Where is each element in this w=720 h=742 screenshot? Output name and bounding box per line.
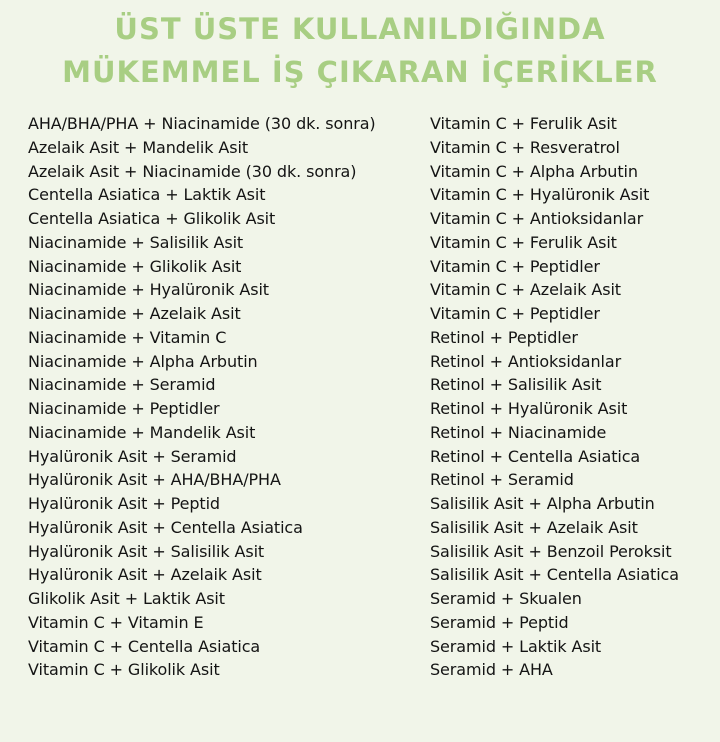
ingredient-combination-item: AHA/BHA/PHA + Niacinamide (30 dk. sonra) — [28, 114, 376, 133]
ingredient-combination-item: Vitamin C + Centella Asiatica — [28, 636, 261, 656]
left-ingredient-list — [28, 112, 423, 682]
ingredient-combination-item: Salisilik Asit + Azelaik Asit — [430, 517, 638, 537]
right-ingredient-list — [430, 112, 720, 682]
ingredient-combination-item: Vitamin C + Glikolik Asit — [28, 660, 220, 680]
ingredient-combination-item: Vitamin C + Alpha Arbutin — [430, 161, 638, 181]
ingredient-combination-item: Niacinamide + Glikolik Asit — [28, 256, 242, 276]
ingredient-combination-item: Retinol + Niacinamide — [430, 422, 607, 442]
ingredient-combination-item: Seramid + Skualen — [430, 589, 582, 608]
ingredient-combination-item: Seramid + AHA — [430, 660, 553, 680]
ingredient-combination-item: Niacinamide + Peptidler — [28, 399, 220, 418]
ingredient-combination-item: Niacinamide + Alpha Arbutin — [28, 351, 258, 371]
title-line-2: MÜKEMMEL İŞ ÇIKARAN İÇERİKLER — [62, 55, 658, 89]
ingredient-combination-item: Hyalüronik Asit + AHA/BHA/PHA — [28, 470, 281, 490]
ingredient-combination-item: Vitamin C + Peptidler — [430, 256, 600, 276]
ingredient-combination-item: Hyalüronik Asit + Seramid — [28, 446, 237, 466]
ingredient-combination-item: Retinol + Seramid — [430, 470, 574, 490]
ingredient-combination-item: Retinol + Peptidler — [430, 327, 578, 347]
ingredient-combination-item: Niacinamide + Salisilik Asit — [28, 232, 244, 252]
ingredient-combination-item: Centella Asiatica + Laktik Asit — [28, 185, 266, 205]
ingredient-combination-item: Vitamin C + Azelaik Asit — [430, 280, 621, 300]
ingredient-combination-item: Retinol + Centella Asiatica — [430, 446, 641, 466]
ingredient-combination-item: Retinol + Salisilik Asit — [430, 375, 602, 395]
ingredient-combination-item: Niacinamide + Hyalüronik Asit — [28, 280, 269, 300]
ingredient-combination-item: Vitamin C + Antioksidanlar — [430, 209, 644, 228]
ingredient-combination-item: Salisilik Asit + Alpha Arbutin — [430, 494, 655, 513]
ingredient-combination-item: Azelaik Asit + Mandelik Asit — [28, 137, 249, 157]
ingredient-combination-item: Hyalüronik Asit + Centella Asiatica — [28, 517, 303, 537]
ingredient-combination-item: Salisilik Asit + Benzoil Peroksit — [430, 541, 672, 561]
ingredient-combination-item: Centella Asiatica + Glikolik Asit — [28, 209, 276, 228]
ingredient-combination-item: Retinol + Antioksidanlar — [430, 351, 622, 371]
ingredient-combination-item: Salisilik Asit + Centella Asiatica — [430, 565, 679, 585]
ingredient-combination-item: Niacinamide + Seramid — [28, 375, 216, 395]
ingredient-combination-item: Vitamin C + Vitamin E — [28, 612, 204, 632]
ingredient-combination-item: Azelaik Asit + Niacinamide (30 dk. sonra) — [28, 161, 357, 181]
ingredient-combination-item: Glikolik Asit + Laktik Asit — [28, 589, 225, 608]
ingredient-combination-item: Niacinamide + Vitamin C — [28, 327, 227, 347]
title-line-1: ÜST ÜSTE KULLANILDIĞINDA — [114, 12, 606, 46]
ingredient-combination-item: Hyalüronik Asit + Azelaik Asit — [28, 565, 262, 585]
ingredient-combination-item: Seramid + Laktik Asit — [430, 636, 602, 656]
ingredient-combination-item: Niacinamide + Azelaik Asit — [28, 304, 241, 323]
ingredient-combination-item: Vitamin C + Peptidler — [430, 304, 600, 323]
ingredient-combination-item: Hyalüronik Asit + Salisilik Asit — [28, 541, 265, 561]
ingredient-combination-item: Vitamin C + Ferulik Asit — [430, 232, 617, 252]
ingredient-combination-item: Seramid + Peptid — [430, 612, 569, 632]
ingredient-combination-item: Vitamin C + Resveratrol — [430, 137, 620, 157]
ingredient-combination-item: Niacinamide + Mandelik Asit — [28, 422, 256, 442]
ingredient-combination-item: Retinol + Hyalüronik Asit — [430, 399, 628, 418]
ingredient-combination-item: Hyalüronik Asit + Peptid — [28, 494, 220, 513]
ingredient-combination-item: Vitamin C + Hyalüronik Asit — [430, 185, 650, 205]
ingredient-combination-item: Vitamin C + Ferulik Asit — [430, 114, 617, 133]
